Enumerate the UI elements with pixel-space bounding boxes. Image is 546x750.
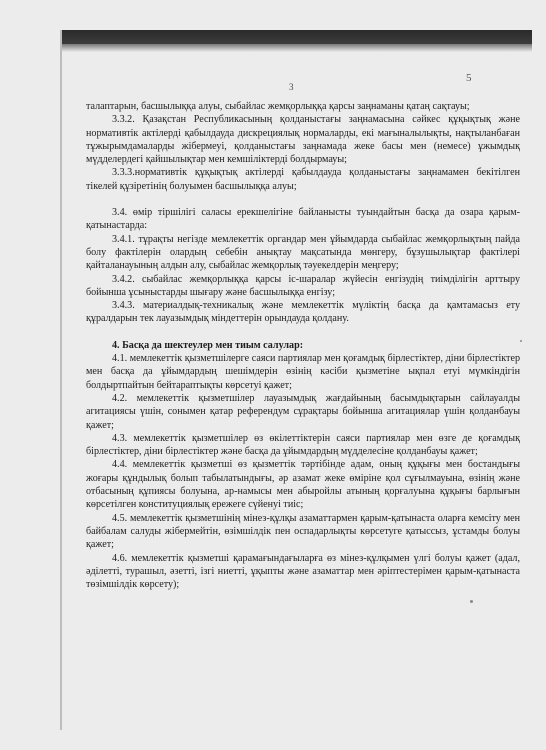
paragraph: 3.4.2. сыбайлас жемқорлыққа қарсы іс-шаралар жүйесін енгізудің тиімділігін арттыру бойынша ұсыныстарды шығару және басшылыққа енгізу; [86,273,520,298]
paragraph: 3.3.2. Қазақстан Республикасының қолданыстағы заңнамасына сәйкес құқықтық және нормативтік актілерді қабылдауда дискрециялық нормаларды, екі мағыналылықты, нақтыланбаған тұжырымдамаларды жібермеуі, қолданыстағы заңнамада жеке басы мен (немесе) ұжымдық мүдделердегі қайшылықтар мен кемшіліктерді болдырмауы; [86,114,520,166]
paragraph: 4.5. мемлекеттік қызметшінің мінез-құлқы азаматтармен қарым-қатынаста оларға кемсіту мен байбалам салуды жібермейтін, өзімшілдік пен оспадарлықты көрсетуге қатыссыз, ұстамды болуы қажет; [86,512,520,551]
scan-edge-shadow [62,30,532,44]
paragraph: 3.4.3. материалдық-техникалық және мемлекеттік мүліктің басқа да қамтамасыз ету құралдарын тек лауазымдық міндеттерін орындауда қолдану. [86,300,520,325]
scan-speck [470,600,473,603]
paragraph: 4.4. мемлекеттік қызметші өз қызметтік тәртібінде адам, оның құқығы мен бостандығы жоғары құндылық болып табылатындығы, әр азамат жеке өміріне қол сұғылмауына, өзінің және отбасының құпиясы болуына, ар-намысы мен абыройлы атының қорғалуына құқығы барлығын көрсетілген конституциялық ережеге сүйенуі тиіс; [86,459,520,511]
paragraph: 3.4. өмір тіршілігі саласы ерекшелігіне байланысты туындайтын басқа да озара қарым-қатынастарда: [86,207,520,232]
paragraph: 4.2. мемлекеттік қызметшілер лауазымдық жағдайының басымдықтарын сайлауалды агитациясы үшін, сонымен қатар референдум сұрақтары бойынша агитациялар үшін қолданбауы қажет; [86,392,520,431]
scan-speck [520,340,522,342]
page-left-edge [60,30,62,730]
page-number: 3 [289,82,294,92]
scan-edge-gradient [62,44,532,52]
section-heading: 4. Басқа да шектеулер мен тиым салулар: [112,339,304,351]
paragraph: талаптарын, басшылыққа алуы, сыбайлас жемқорлыққа қарсы заңнаманы қатаң сақтауы; [86,101,470,112]
paragraph: 4.6. мемлекеттік қызметші қарамағындағыларға өз мінез-құлқымен үлгі болуы қажет (адал, әділетті, турашыл, әзетті, ізгі ниетті, ұқыпты және азаматтар мен әріптестерімен қарым-қатынаста төзімшілдік көрсету); [86,552,520,591]
paragraph: 3.4.1. тұрақты негізде мемлекеттік органдар мен ұйымдарда сыбайлас жемқорлықтың пайда болу фактілерін олардың себебін анықтау мақсатында мөнгеру, бұзушылықтар фактілері қайталанауының алдын алу, сыбайлас жемқорлық тәуекелдерін меңгеру; [86,233,520,272]
paragraph: 3.3.3.нормативтік құқықтық актілерді қабылдауда қолданыстағы заңнамамен бекітілген тікелей құзіретінің болуымен басшылыққа алуы; [86,167,520,192]
corner-mark: 5 [466,72,472,84]
paragraph: 4.3. мемлекеттік қызметшілер өз өкілеттіктерін саяси партиялар мен өзге де қоғамдық бірлестіктер, діни бірлестіктер және басқа да ұйымдардың мүдделесіне қолданбауы қажет; [86,432,520,458]
document-body [86,100,520,591]
paragraph: 4.1. мемлекеттік қызметшілерге саяси партиялар мен қоғамдық бірлестіктер, діни бірлестіктер мен басқа да ұйымдардың шешімдерін өзінің кәсіби қызметіне ықпал етуі мүмкіндігін болдыртпайтын бейтараптықты көрсетуі қажет; [86,353,520,391]
